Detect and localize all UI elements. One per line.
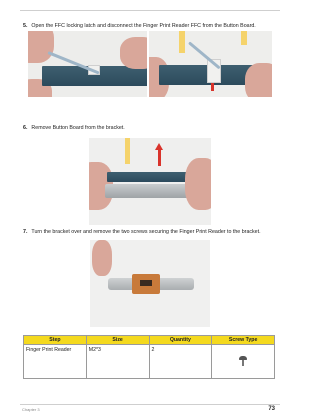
column-header-screw-type: Screw Type <box>212 336 275 345</box>
hand-image <box>92 240 112 276</box>
step-text: Remove Button Board from the bracket. <box>31 125 125 131</box>
screw-icon <box>238 356 248 366</box>
column-header-step: Step <box>24 336 87 345</box>
arrow-down-icon <box>211 83 214 91</box>
hand-image <box>28 31 54 63</box>
top-rule <box>20 10 280 11</box>
cell-size: M2*3 <box>86 345 149 379</box>
step-6-instruction <box>23 125 125 132</box>
page-number: 73 <box>268 406 275 412</box>
step-number: 5. <box>23 23 28 29</box>
step-5-instruction <box>23 23 256 30</box>
step-number: 7. <box>23 229 28 235</box>
column-header-size: Size <box>86 336 149 345</box>
table-header-row <box>24 336 275 345</box>
button-board-image <box>107 172 195 182</box>
cell-screw-type <box>212 345 275 379</box>
table-row <box>24 345 275 379</box>
photo-remove-screws <box>90 240 210 327</box>
column-header-quantity: Quantity <box>149 336 212 345</box>
bracket-image <box>105 184 197 198</box>
arrow-up-icon <box>158 150 161 166</box>
step-number: 6. <box>23 125 28 131</box>
step-7-instruction <box>23 229 261 236</box>
cell-step: Finger Print Reader <box>24 345 87 379</box>
step-text: Turn the bracket over and remove the two screws securing the Finger Print Reader to the bracket. <box>31 229 261 235</box>
cable-image <box>179 31 185 53</box>
cable-image <box>125 138 130 164</box>
hand-image <box>245 63 272 97</box>
step-text: Open the FFC locking latch and disconnect the Finger Print Reader FFC from the Button Board. <box>31 23 256 29</box>
hand-image <box>185 158 211 210</box>
photo-ffc-disconnect <box>149 31 272 97</box>
photo-remove-button-board <box>89 138 211 225</box>
cable-image <box>241 31 247 45</box>
sensor-image <box>140 280 152 286</box>
hand-image <box>120 37 147 69</box>
arrow-up-head-icon <box>155 143 163 150</box>
bottom-rule <box>20 404 280 405</box>
cell-quantity: 2 <box>149 345 212 379</box>
screw-table <box>23 335 275 379</box>
footer-chapter: Chapter 3 <box>22 407 40 412</box>
photo-ffc-latch-open <box>28 31 147 97</box>
